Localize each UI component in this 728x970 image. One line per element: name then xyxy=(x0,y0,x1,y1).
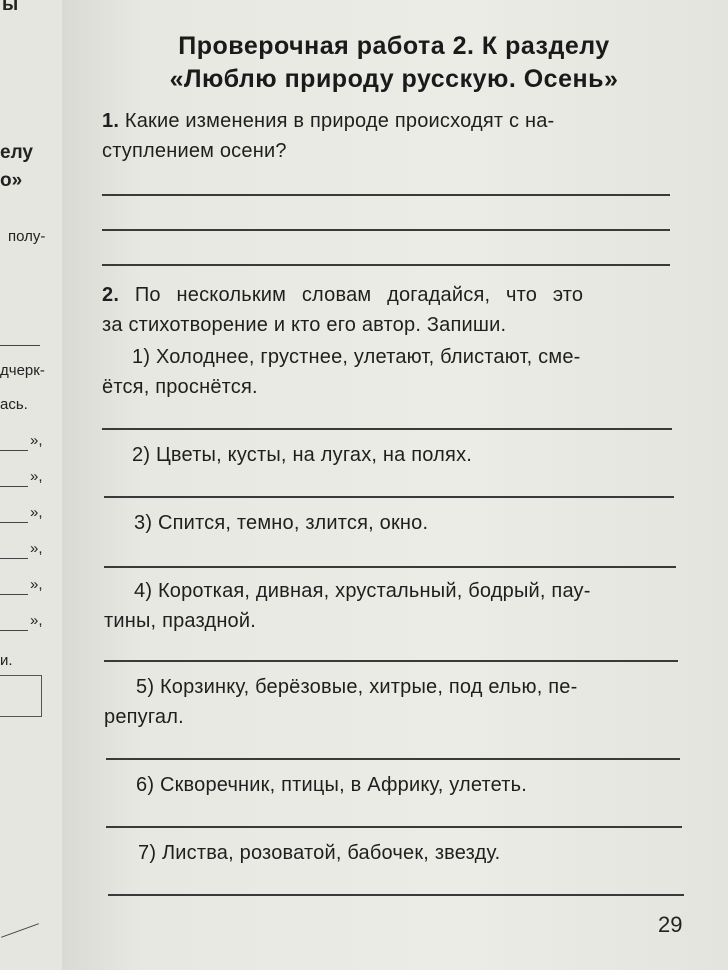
q2-item-7: 7) Листва, розоватой, бабочек, звезду. xyxy=(138,842,501,864)
left-page-fragment: о» xyxy=(0,170,23,191)
left-page-fragment: », xyxy=(30,468,43,485)
left-page-rule xyxy=(0,594,28,595)
left-page-rule xyxy=(0,486,28,487)
q2-item-1-cont: ётся, проснётся. xyxy=(102,376,258,398)
left-page-rule xyxy=(1,923,39,938)
answer-line[interactable] xyxy=(106,758,680,760)
left-page-fragment: », xyxy=(30,432,43,449)
left-page xyxy=(0,0,63,970)
left-page-fragment: дчерк- xyxy=(0,362,45,379)
page-title xyxy=(114,30,674,96)
left-page-fragment: », xyxy=(30,504,43,521)
left-page-rule xyxy=(0,630,28,631)
answer-line[interactable] xyxy=(102,229,670,231)
title-line: «Люблю природу русскую. Осень» xyxy=(169,65,619,93)
q2-item-2: 2) Цветы, кусты, на лугах, на полях. xyxy=(132,444,473,466)
left-page-fragment: елу xyxy=(0,142,33,163)
answer-line[interactable] xyxy=(102,194,670,196)
answer-line[interactable] xyxy=(104,566,676,568)
answer-line[interactable] xyxy=(102,264,670,266)
q2-item-5-cont: репугал. xyxy=(104,706,184,728)
q2-item-5: 5) Корзинку, берёзовые, хитрые, под елью, пе- xyxy=(136,676,578,698)
left-page-box xyxy=(0,675,42,717)
q2-item-6: 6) Скворечник, птицы, в Африку, улететь. xyxy=(136,774,528,796)
answer-line[interactable] xyxy=(106,826,682,828)
left-page-fragment: ы xyxy=(2,0,19,15)
answer-line[interactable] xyxy=(104,660,678,662)
question-text: По нескольким словам догадайся, что это xyxy=(134,284,584,306)
q2-item-3: 3) Спится, темно, злится, окно. xyxy=(134,512,429,534)
left-page-rule xyxy=(0,558,28,559)
question-1 xyxy=(102,106,554,136)
answer-line[interactable] xyxy=(102,428,672,430)
question-2-cont: за стихотворение и кто его автор. Запиши. xyxy=(102,314,507,336)
title-line: Проверочная работа 2. К разделу xyxy=(178,32,610,60)
left-page-fragment: и. xyxy=(0,652,13,669)
worksheet-page xyxy=(62,0,728,970)
answer-line[interactable] xyxy=(108,894,684,896)
answer-line[interactable] xyxy=(104,496,674,498)
left-page-rule xyxy=(0,450,28,451)
left-page-fragment: », xyxy=(30,540,43,557)
left-page-fragment: », xyxy=(30,576,43,593)
page-number: 29 xyxy=(658,912,683,937)
left-page-fragment: », xyxy=(30,612,43,629)
question-1-cont: ступлением осени? xyxy=(102,140,287,162)
left-page-rule xyxy=(0,522,28,523)
q2-item-4-cont: тины, праздной. xyxy=(104,610,257,632)
question-2 xyxy=(102,280,583,310)
question-text: Какие изменения в природе происходят с на- xyxy=(124,110,555,132)
left-page-fragment: ась. xyxy=(0,396,28,413)
question-number: 2. xyxy=(102,284,120,306)
question-number: 1. xyxy=(102,110,120,132)
q2-item-1: 1) Холоднее, грустнее, улетают, блистают, сме- xyxy=(132,346,581,368)
q2-item-4: 4) Короткая, дивная, хрустальный, бодрый, пау- xyxy=(134,580,591,602)
left-page-rule xyxy=(0,345,40,346)
left-page-fragment: полу- xyxy=(8,228,46,245)
